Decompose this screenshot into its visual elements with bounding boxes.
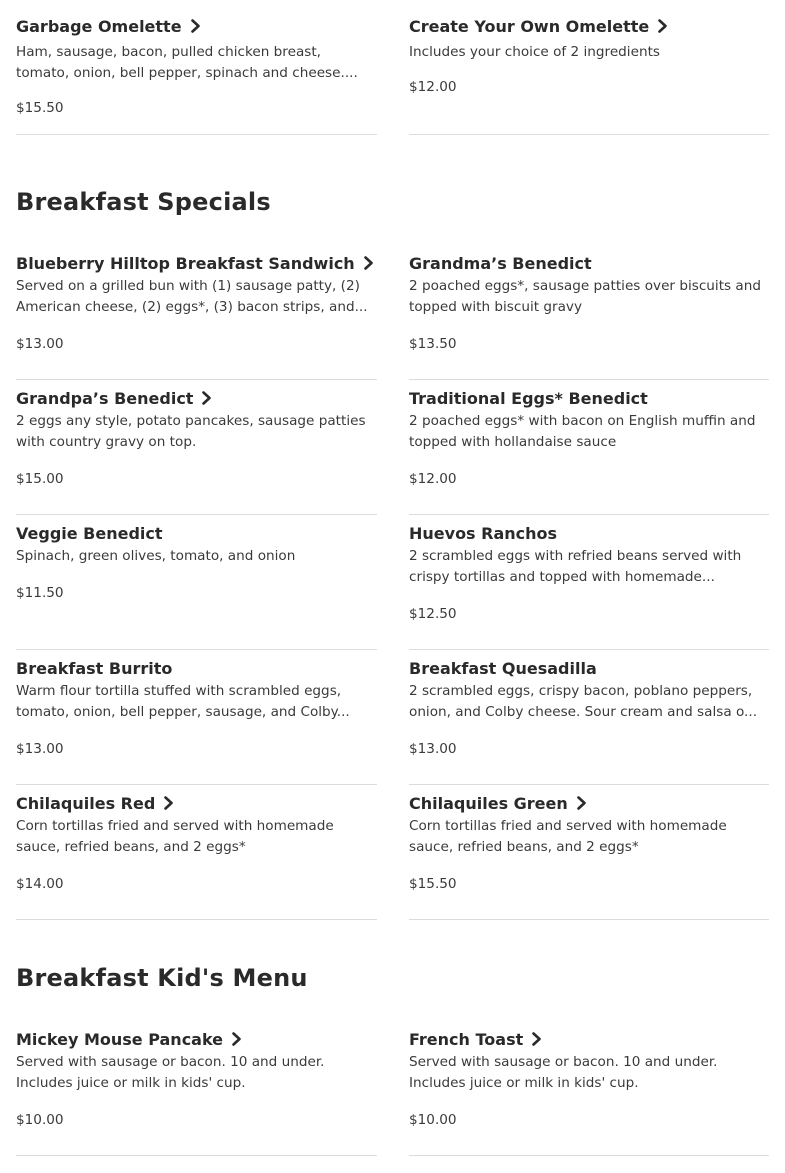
menu-item-huevos-ranchos[interactable] (409, 515, 769, 650)
item-price: $15.50 (409, 876, 457, 892)
menu-item-grandmas-benedict[interactable] (409, 245, 769, 380)
item-price: $11.50 (16, 585, 64, 601)
chevron-right-icon (657, 18, 668, 34)
item-name: Garbage Omelette (16, 16, 182, 36)
chevron-right-icon (576, 795, 587, 811)
item-price: $13.00 (16, 336, 64, 352)
item-price: $10.00 (409, 1112, 457, 1128)
item-name: Mickey Mouse Pancake (16, 1029, 224, 1049)
item-price: $13.00 (409, 741, 457, 757)
item-name: Create Your Own Omelette (409, 16, 650, 36)
chevron-right-icon (531, 1031, 542, 1047)
item-name: Breakfast Burrito (16, 658, 173, 678)
item-description: 2 poached eggs*, sausage patties over biscuits and topped with biscuit gravy (409, 278, 762, 315)
item-description: Served with sausage or bacon. 10 and under. Includes juice or milk in kids' cup. (16, 1054, 325, 1091)
item-name: Huevos Ranchos (409, 523, 558, 543)
chevron-right-icon (190, 18, 201, 34)
item-description: Includes your choice of 2 ingredients (409, 44, 660, 60)
item-description: Warm flour tortilla stuffed with scrambled eggs, tomato, onion, bell pepper, sausage, and Colby... (16, 683, 350, 720)
menu-item-breakfast-quesadilla[interactable] (409, 650, 769, 785)
menu-item-create-your-own-omelette[interactable] (409, 8, 769, 135)
item-price: $12.00 (409, 79, 457, 95)
chevron-right-icon (201, 390, 212, 406)
chevron-right-icon (231, 1031, 242, 1047)
item-description: Served on a grilled bun with (1) sausage patty, (2) American cheese, (2) eggs*, (3) bacon strips, and... (16, 278, 368, 315)
item-name: Breakfast Quesadilla (409, 658, 597, 678)
menu-item-traditional-eggs-benedict[interactable] (409, 380, 769, 515)
item-price: $14.00 (16, 876, 64, 892)
menu-item-blueberry-hilltop-sandwich[interactable] (16, 245, 377, 380)
item-name: Grandpa’s Benedict (16, 388, 194, 408)
item-description: Served with sausage or bacon. 10 and under. Includes juice or milk in kids' cup. (409, 1054, 718, 1091)
menu-item-garbage-omelette[interactable] (16, 8, 377, 135)
item-description: 2 eggs any style, potato pancakes, sausage patties with country gravy on top. (16, 413, 366, 450)
item-description: 2 poached eggs* with bacon on English muffin and topped with hollandaise sauce (409, 413, 756, 450)
section-title-breakfast-specials: Breakfast Specials (16, 188, 271, 216)
item-price: $10.00 (16, 1112, 64, 1128)
item-name: Blueberry Hilltop Breakfast Sandwich (16, 253, 355, 273)
item-price: $13.00 (16, 741, 64, 757)
menu-item-grandpas-benedict[interactable] (16, 380, 377, 515)
menu-item-chilaquiles-red[interactable] (16, 785, 377, 920)
item-price: $15.00 (16, 471, 64, 487)
item-name: Chilaquiles Red (16, 793, 156, 813)
item-description: 2 scrambled eggs, crispy bacon, poblano peppers, onion, and Colby cheese. Sour cream and salsa o... (409, 683, 758, 720)
item-price: $12.50 (409, 606, 457, 622)
menu-item-mickey-mouse-pancake[interactable] (16, 1021, 377, 1156)
item-name: Traditional Eggs* Benedict (409, 388, 648, 408)
item-description: 2 scrambled eggs with refried beans served with crispy tortillas and topped with homemade... (409, 548, 742, 585)
item-name: French Toast (409, 1029, 524, 1049)
chevron-right-icon (163, 795, 174, 811)
menu-item-veggie-benedict[interactable] (16, 515, 377, 650)
item-price: $13.50 (409, 336, 457, 352)
item-name: Chilaquiles Green (409, 793, 568, 813)
item-description: Corn tortillas fried and served with homemade sauce, refried beans, and 2 eggs* (409, 818, 727, 855)
item-price: $12.00 (409, 471, 457, 487)
item-description: Ham, sausage, bacon, pulled chicken breast, tomato, onion, bell pepper, spinach and cheese.... (16, 44, 358, 81)
item-description: Spinach, green olives, tomato, and onion (16, 548, 296, 564)
item-description: Corn tortillas fried and served with homemade sauce, refried beans, and 2 eggs* (16, 818, 334, 855)
item-name: Grandma’s Benedict (409, 253, 592, 273)
chevron-right-icon (363, 255, 374, 271)
section-title-kids-menu: Breakfast Kid's Menu (16, 964, 308, 992)
menu-item-french-toast[interactable] (409, 1021, 769, 1156)
menu-item-chilaquiles-green[interactable] (409, 785, 769, 920)
menu-item-breakfast-burrito[interactable] (16, 650, 377, 785)
item-price: $15.50 (16, 100, 64, 116)
item-name: Veggie Benedict (16, 523, 163, 543)
